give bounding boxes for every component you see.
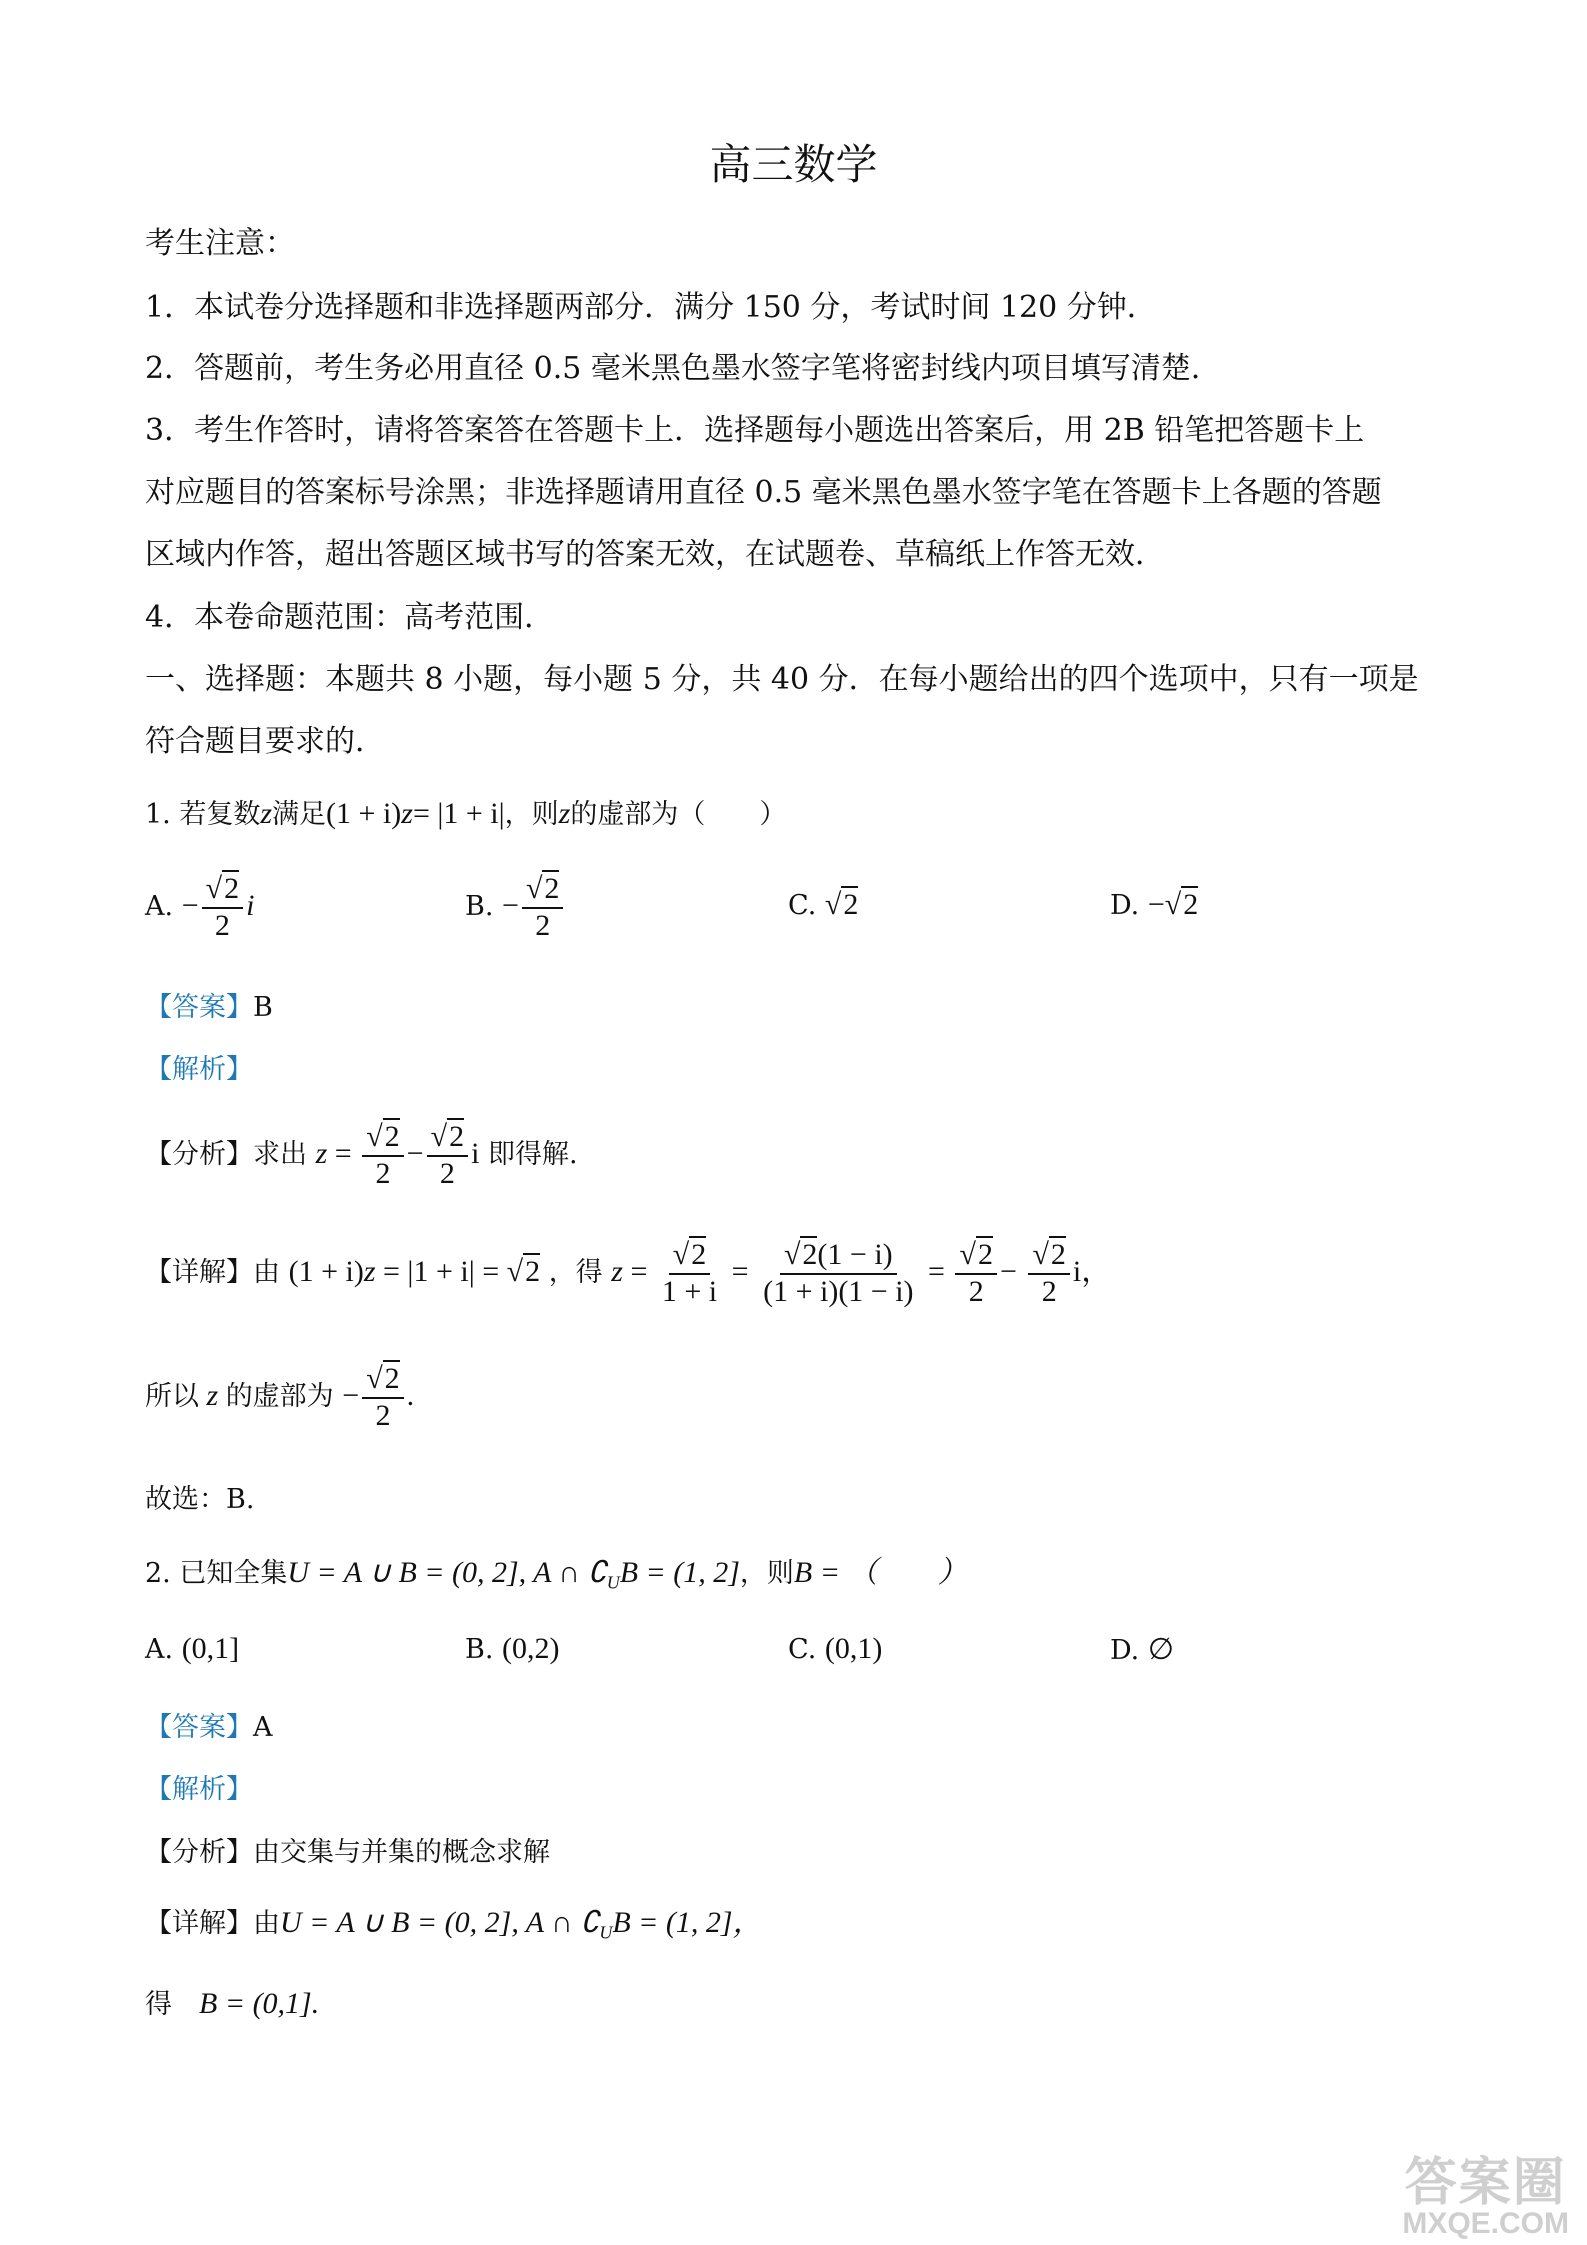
q2-option-d: D. ∅ — [1110, 1633, 1175, 1666]
q1-option-d: D. −√2 — [1110, 888, 1199, 921]
page-title: 高三数学 — [709, 140, 878, 189]
q2-result: 得 B = (0,1]. — [145, 1987, 320, 2020]
watermark-cn: 答案圈 — [1404, 2154, 1567, 2212]
q1-conclusion: 所以 z 的虚部为 − $\frac{√2}{2}$ . — [145, 1362, 415, 1432]
q1-analysis-tag: 【解析】 — [145, 1054, 253, 1085]
question-1-stem: 1. 若复数z满足(1 + i)z= |1 + i|，则z的虚部为（ ） — [145, 797, 787, 830]
notice-item-3-line-3: 区域内作答，超出答题区域书写的答案无效，在试题卷、草稿纸上作答无效． — [145, 537, 1165, 572]
notice-item-3-line-2: 对应题目的答案标号涂黑；非选择题请用直径 0.5 毫米黑色墨水签字笔在答题卡上各题的答题 — [145, 475, 1382, 510]
notice-item-4: 4．本卷命题范围：高考范围． — [145, 600, 555, 635]
watermark-logo — [1402, 2154, 1569, 2240]
q2-answer: 【答案】A — [145, 1712, 273, 1743]
watermark-en: MXQE.COM — [1402, 2207, 1569, 2240]
q1-answer: 【答案】B — [145, 992, 273, 1023]
q1-xiangjie: 【详解】由 (1 + i)z = |1 + i| = √2 ，得 z = $\frac{√2}{1 + i}$ = $\frac{√2(1 - i)}{(1 + i)(1 - i)}$ = $\frac{√2}{2}$ − $\frac{√2}{2}$ i， — [145, 1238, 1112, 1308]
notice-item-1: 1．本试卷分选择题和非选择题两部分．满分 150 分，考试时间 120 分钟． — [145, 290, 1157, 325]
notice-item-3-line-1: 3．考生作答时，请将答案答在答题卡上．选择题每小题选出答案后，用 2B 铅笔把答题卡上 — [145, 413, 1365, 448]
q1-choose: 故选：B. — [145, 1484, 255, 1515]
q2-option-a: A. (0,1] — [145, 1632, 240, 1665]
section-heading-line-2: 符合题目要求的． — [145, 724, 385, 759]
q2-analysis-tag: 【解析】 — [145, 1774, 253, 1805]
q1-option-a: A. − $\frac{√2}{2}$ i — [145, 872, 255, 942]
q1-option-b: B. − $\frac{√2}{2}$ — [465, 872, 566, 943]
q1-option-c: C. √2 — [788, 888, 859, 921]
notice-heading: 考生注意： — [145, 226, 295, 261]
section-heading-line-1: 一、选择题：本题共 8 小题，每小题 5 分，共 40 分．在每小题给出的四个选项中，只有一项是 — [145, 662, 1419, 697]
notice-item-2: 2．答题前，考生务必用直径 0.5 毫米黑色墨水签字笔将密封线内项目填写清楚． — [145, 351, 1221, 386]
q2-fenxi: 【分析】由交集与并集的概念求解 — [145, 1837, 550, 1868]
question-2-stem: 2. 已知全集U = A ∪ B = (0, 2], A ∩ $∁_UB = (1$, 2]，则B = （ ） — [145, 1556, 968, 1593]
q1-fenxi: 【分析】求出 z = $\frac{√2}{2}$ − $\frac{√2}{2}$ i 即得解. — [145, 1120, 578, 1190]
q2-option-c: C. (0,1) — [788, 1632, 883, 1665]
q2-option-b: B. (0,2) — [465, 1632, 560, 1665]
q2-xiangjie: 【详解】由U = A ∪ B = (0, 2], A ∩ $∁_UB = (1$, 2]， — [145, 1906, 763, 1943]
